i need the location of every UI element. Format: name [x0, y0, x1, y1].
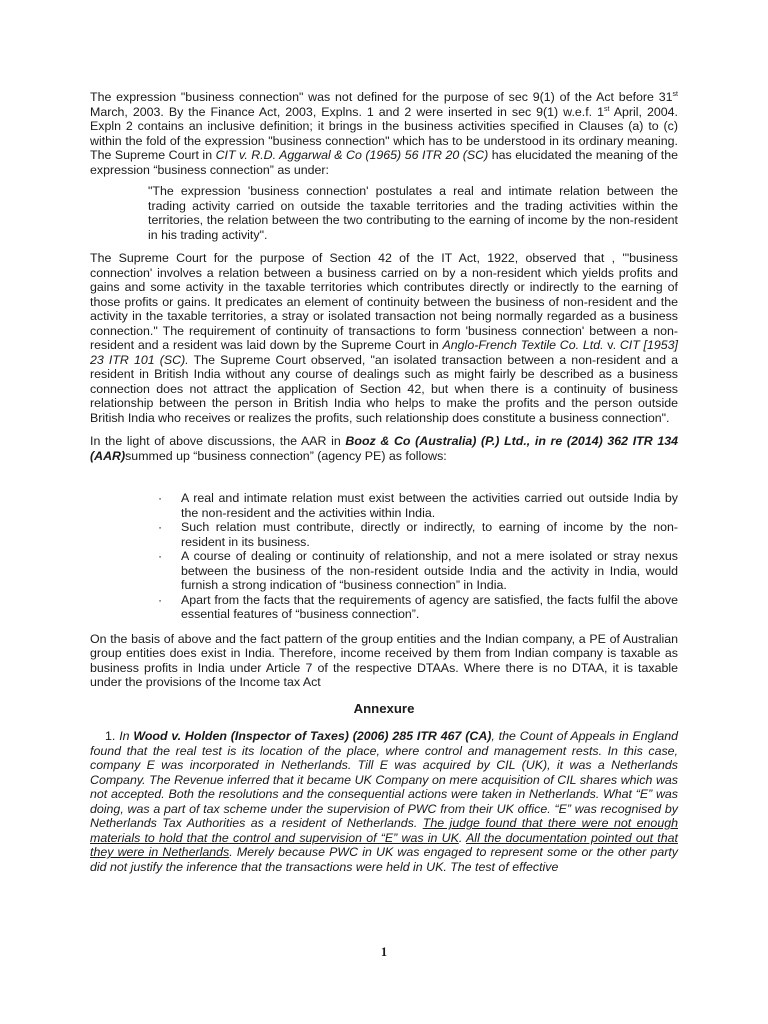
bullet-marker: · [158, 520, 163, 534]
business-connection-criteria-list [90, 491, 678, 622]
item-number: 1. [105, 729, 116, 743]
annexure-heading: Annexure [353, 700, 415, 716]
page-number: 1 [380, 945, 388, 959]
paragraph-business-connection-definition: The expression "business connection" was not defined for the purpose of sec 9(1) of the Act before 31st March, 2003. By the Finance Act, 2003, Explns. 1 and 2 were inserted in sec 9(1) w.e.f. 1st April, 2004. Expln 2 contains an inclusive definition; it brings in the business activities specified in Clauses (a) to (c) within the fold of the expression "business connection" which has to be understood in its ordinary meaning. The Supreme Court in CIT v. R.D. Aggarwal & Co (1965) 56 ITR 20 (SC) has elucidated the meaning of the expression “business connection” as under: [90, 90, 679, 177]
underlined-finding: The judge found that there were not enough materials to hold that the control and supervision of “E” was in UK [90, 816, 678, 845]
bullet-marker: · [158, 491, 163, 505]
paragraph-conclusion: On the basis of above and the fact pattern of the group entities and the Indian company, a PE of Australian group entities does exist in India. Therefore, income received by them from Indian company is taxable as business profits in India under Article 7 of the respective DTAAs. Where there is no DTAA, it is taxable under the provisions of the Income tax Act [90, 631, 678, 689]
block-quote: "The expression 'business connection' postulates a real and intimate relation between the trading activity carried on outside the taxable territories and the trading activities within the territories, the relation between the two contributing to the earning of income by the non-resident in his trading activity". [148, 184, 678, 242]
case-citation: Booz & Co (Australia) (P.) Ltd., in re (2014) 362 ITR 134 (AAR) [90, 434, 678, 463]
paragraph-supreme-court-section-42: The Supreme Court for the purpose of Section 42 of the IT Act, 1922, observed that , '"business connection' involves a relation between a business carried on by a non-resident which yields profits and gains and some activity in the taxable territories which contributes directly or indirectly to the earning of those profits or gains. It predicates an element of continuity between the business of non-resident and the activity in the taxable territories, a stray or isolated transaction not being normally regarded as a business connection." The requirement of continuity of transactions to form 'business connection' between a non-resident and a resident was laid down by the Supreme Court in Anglo-French Textile Co. Ltd. v. CIT [1953] 23 ITR 101 (SC). The Supreme Court observed, "an isolated transaction between a non-resident and a resident in British India without any course of dealings such as might fairly be described as a business connection does not attract the application of Section 42, but when there is a continuity of business relationship between the person in British India who helps to make the profits and the person outside British India who receives or realizes the profits, such relationship does constitute a business connection". [90, 251, 678, 425]
case-citation: Anglo-French Textile Co. Ltd. [442, 338, 604, 352]
document-page [90, 90, 678, 874]
list-item: · Such relation must contribute, directly or indirectly, to earning of income by the non-resident in its business. [158, 520, 678, 549]
underlined-finding: All the documentation pointed out that they were in Netherlands [90, 830, 678, 859]
annexure-item-1: 1. In Wood v. Holden (Inspector of Taxes) (2006) 285 ITR 467 (CA), the Count of Appeals in England found that the real test is its location of the place, where control and management rests. In this case, company E was incorporated in Netherlands. Till E was acquired by CIL (UK), it was a Netherlands Company. The Revenue inferred that it became UK Company on mere acquisition of CIL shares which was not accepted. Both the resolutions and the consequential actions were taken in Netherlands. What “E” was doing, was a part of tax scheme under the supervision of PWC from their UK office. “E” was recognised by Netherlands Tax Authorities as a resident of Netherlands. The judge found that there were not enough materials to hold that the control and supervision of “E” was in UK. All the documentation pointed out that they were in Netherlands. Merely because PWC in UK was engaged to represent some or the other party did not justify the inference that the transactions were held in UK. The test of effective [90, 729, 679, 874]
list-item: · A real and intimate relation must exist between the activities carried out outside India by the non-resident and the activities within India. [158, 491, 678, 520]
list-item: · Apart from the facts that the requirements of agency are satisfied, the facts fulfil the above essential features of “business connection”. [158, 592, 678, 621]
case-citation: CIT v. R.D. Aggarwal & Co (1965) 56 ITR 20 (SC) [215, 148, 489, 162]
bullet-marker: · [158, 549, 163, 563]
bullet-marker: · [158, 592, 163, 607]
case-citation: Wood v. Holden (Inspector of Taxes) (2006) 285 ITR 467 (CA) [133, 729, 492, 743]
paragraph-aar-summary: In the light of above discussions, the AAR in Booz & Co (Australia) (P.) Ltd., in re (2014) 362 ITR 134 (AAR)summed up “business connection” (agency PE) as follows: [90, 434, 678, 463]
case-citation: CIT [1953] 23 ITR 101 (SC). [90, 338, 678, 367]
list-item: · A course of dealing or continuity of relationship, and not a mere isolated or stray nexus between the business of the non-resident outside India and the activity in India, would furnish a strong indication of “business connection” in India. [158, 549, 678, 592]
